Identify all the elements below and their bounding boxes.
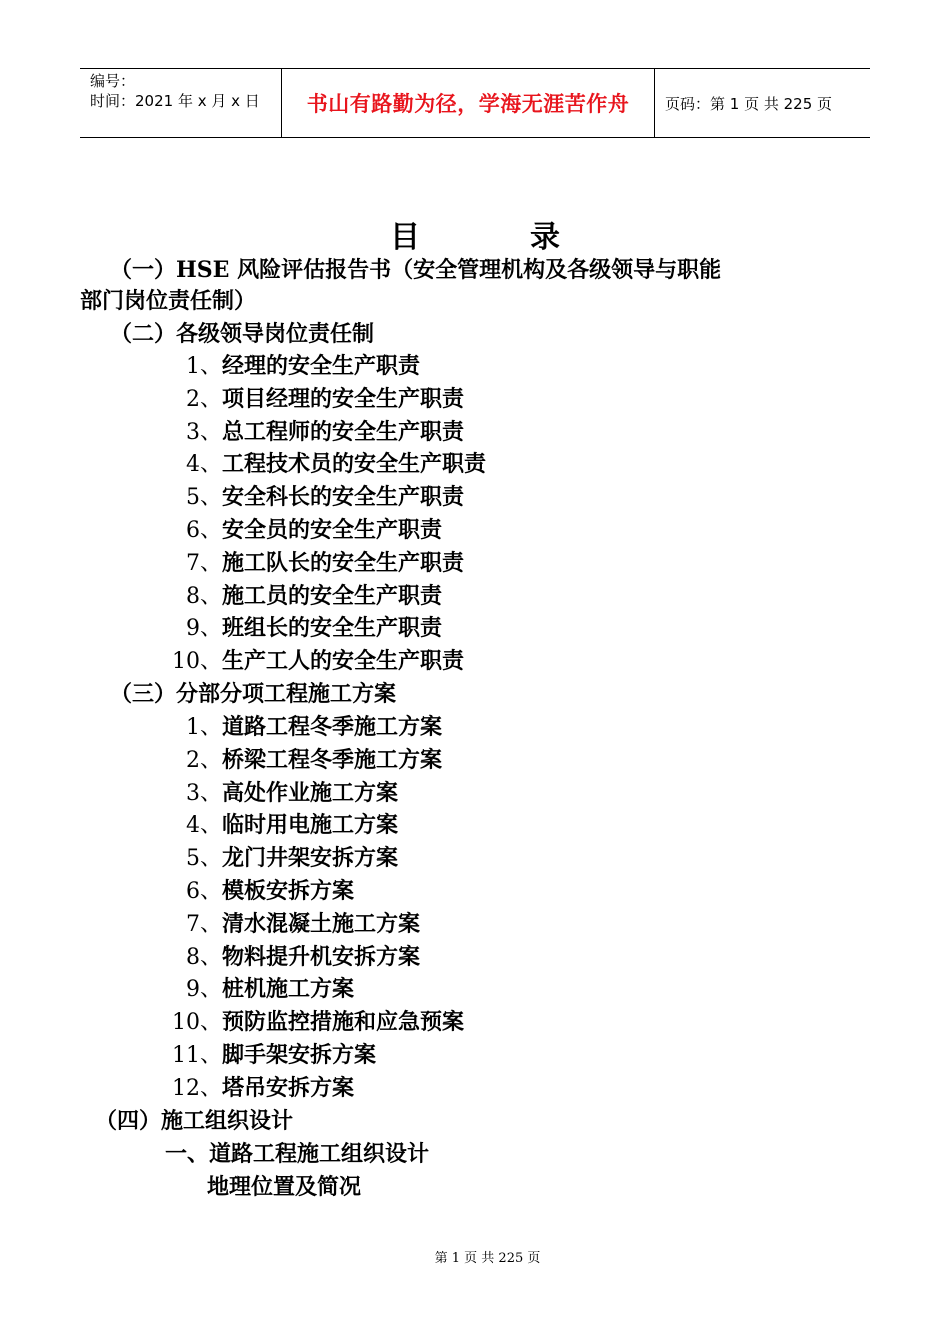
toc-item-text: 安全员的安全生产职责 [222,517,443,543]
toc-list-item [0,482,464,513]
toc-item-text: 道路工程冬季施工方案 [222,714,443,740]
toc-item-number: 2、 [186,747,222,773]
toc-section-4-subheading: 一、道路工程施工组织设计 [165,1141,430,1167]
toc-list-item [0,942,420,973]
toc-list-item [0,778,398,809]
toc-item-number: 7、 [186,550,222,576]
toc-list-item [0,1040,376,1071]
toc-list-item [0,417,464,448]
toc-item-text: 经理的安全生产职责 [222,353,421,379]
toc-item-number: 7、 [186,911,222,937]
toc-list-item [0,745,442,776]
toc-item-text: 脚手架安拆方案 [222,1042,377,1068]
toc-list-item [0,712,442,743]
page-footer: 第 1 页 共 225 页 [434,1251,541,1266]
toc-item-text: 高处作业施工方案 [222,779,399,806]
toc-item-number: 6、 [186,518,222,543]
document-number-label: 编号： [90,72,136,90]
document-date-label: 时间：2021 年 x 月 x 日 [90,92,260,110]
toc-item-number: 3、 [186,780,222,806]
toc-item-text: 龙门井架安拆方案 [222,845,399,872]
toc-list-item [0,876,354,907]
toc-section-4-heading: （四）施工组织设计 [95,1108,294,1134]
toc-item-number: 4、 [186,813,222,839]
toc-item-text: 项目经理的安全生产职责 [222,385,465,412]
toc-section-2-heading: （二）各级领导岗位责任制 [110,321,375,347]
toc-item-number: 12、 [172,1075,222,1101]
header-page-label: 页码：第 1 页 共 225 页 [665,94,833,113]
toc-item-text: 桥梁工程冬季施工方案 [222,746,443,773]
toc-list-item [0,1007,464,1038]
toc-item-number: 9、 [186,616,222,642]
toc-list-item [0,449,486,480]
toc-item-number: 3、 [186,419,222,445]
toc-item-text: 临时用电施工方案 [222,812,399,839]
toc-list-item [0,581,442,612]
toc-item-number: 8、 [186,583,222,609]
toc-list-item [0,646,464,677]
toc-list-item [0,974,354,1005]
toc-item-number: 5、 [186,485,222,511]
toc-item-text: 总工程师的安全生产职责 [222,418,465,445]
toc-item-number: 11、 [172,1043,222,1068]
toc-item-number: 4、 [186,452,222,478]
toc-list-item [0,810,398,841]
toc-item-number: 2、 [186,386,222,412]
toc-item-number: 5、 [186,846,222,872]
toc-section-1-line-1: （一）HSE 风险评估报告书（安全管理机构及各级领导与职能 [110,257,722,283]
toc-section-4-subsubheading: 地理位置及简况 [207,1174,362,1200]
toc-item-text: 施工队长的安全生产职责 [222,549,465,576]
toc-item-number: 10、 [172,1010,222,1036]
toc-title-char-2: 录 [530,220,560,255]
toc-title-char-1: 目 [390,220,420,255]
toc-list-item [0,548,464,579]
toc-item-text: 生产工人的安全生产职责 [222,648,465,675]
toc-section-3-heading: （三）分部分项工程施工方案 [110,681,397,707]
toc-title [0,212,950,256]
toc-item-number: 8、 [186,944,222,970]
toc-item-text: 施工员的安全生产职责 [222,582,443,609]
header-left-cell [80,69,282,137]
toc-list-item [0,613,442,644]
toc-item-text: 塔吊安拆方案 [222,1074,355,1101]
toc-list-item [0,843,398,874]
toc-item-text: 工程技术员的安全生产职责 [222,451,487,478]
toc-item-text: 安全科长的安全生产职责 [222,484,465,511]
toc-item-number: 1、 [186,354,222,379]
toc-item-number: 1、 [186,715,222,740]
toc-item-number: 10、 [172,649,222,675]
header-table [80,68,870,138]
toc-section-1-line-2: 部门岗位责任制） [80,288,257,314]
toc-item-text: 预防监控措施和应急预案 [222,1009,465,1036]
toc-item-number: 9、 [186,977,222,1003]
toc-list-item [0,515,442,546]
toc-list-item [0,909,420,940]
toc-list-item [0,1073,354,1104]
toc-item-text: 桩机施工方案 [222,976,355,1003]
toc-item-text: 模板安拆方案 [222,878,355,904]
toc-item-text: 清水混凝土施工方案 [222,910,421,937]
toc-item-number: 6、 [186,879,222,904]
toc-list-item [0,351,420,382]
toc-item-text: 物料提升机安拆方案 [222,943,421,970]
toc-item-text: 班组长的安全生产职责 [222,615,443,642]
toc-list-item [0,384,464,415]
header-motto: 书山有路勤为径，学海无涯苦作舟 [282,69,655,137]
